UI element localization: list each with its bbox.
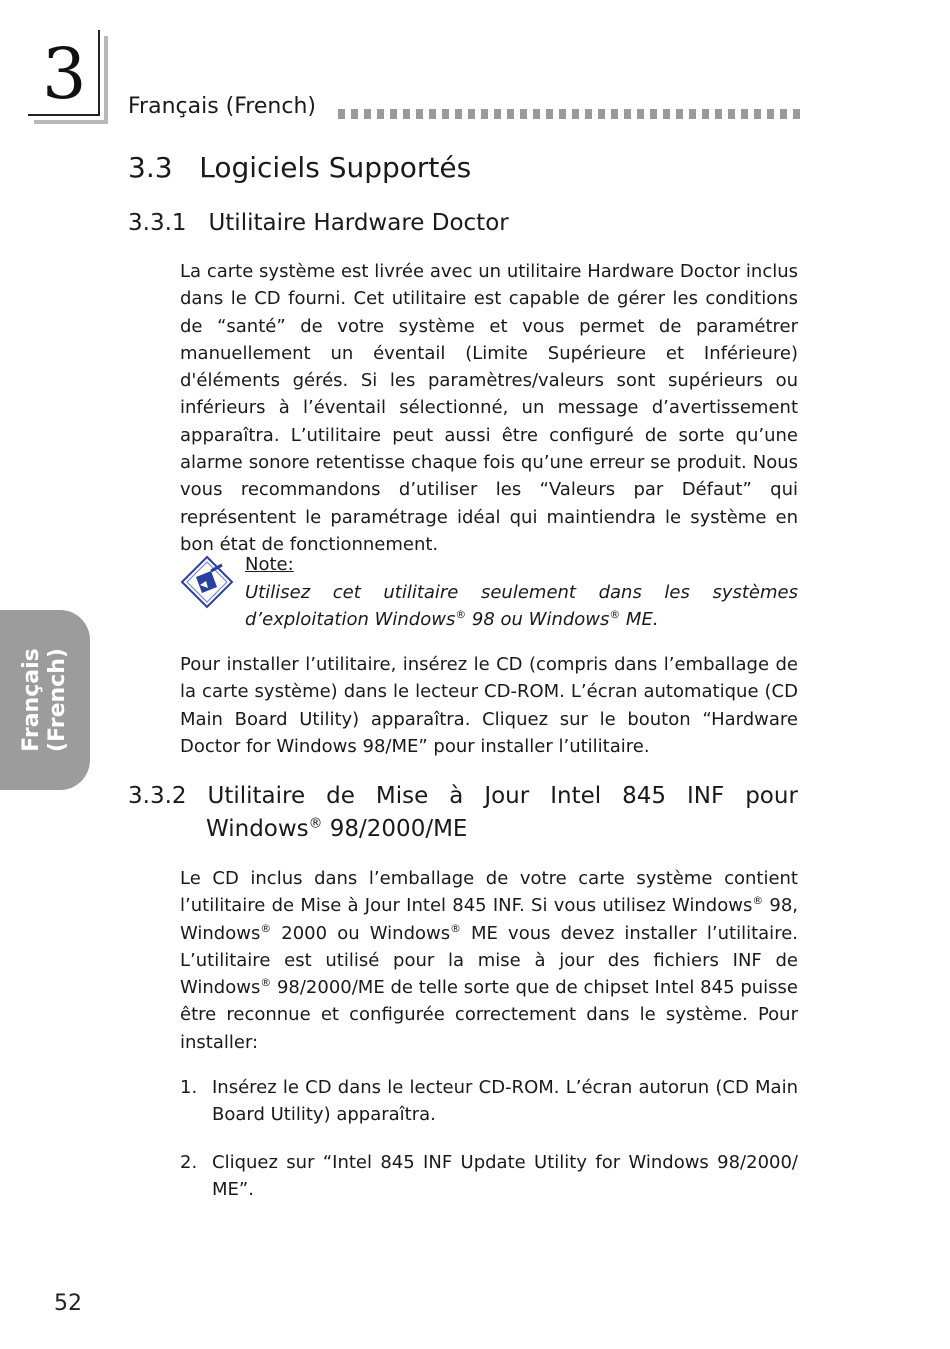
- note-text-part-3: ME.: [620, 609, 659, 630]
- subsection-2-title-line-1: [128, 780, 798, 813]
- title-word: Utilitaire: [207, 783, 306, 809]
- note-title: Note:: [245, 554, 294, 575]
- chapter-number: 3: [42, 33, 87, 115]
- inf-text-part-1: Le CD inclus dans l’emballage de votre carte système contient l’utilitaire de Mise à Jour Intel 845 INF. Si vous utilisez Windows: [180, 868, 798, 917]
- registered-mark: ®: [308, 815, 323, 832]
- title-versions: 98/2000/ME: [322, 816, 468, 842]
- registered-mark: ®: [752, 894, 764, 908]
- registered-mark: ®: [260, 921, 272, 935]
- title-word: pour: [745, 783, 798, 809]
- list-item: [180, 1074, 798, 1129]
- note-text-part-2: 98 ou Windows: [466, 609, 610, 630]
- subsection-1-title: 3.3.1 Utilitaire Hardware Doctor: [128, 210, 509, 236]
- title-word: Jour: [484, 783, 530, 809]
- inf-text-part-4: ME vous devez installer l’utilitaire. L’utilitaire est utilisé pour la mise à jour des fichiers INF de Windows: [180, 922, 798, 999]
- paragraph-inf-update: [180, 865, 798, 1056]
- inf-text-part-3: 2000 ou Windows: [271, 922, 451, 944]
- title-word: INF: [687, 783, 725, 809]
- paragraph-hardware-doctor: La carte système est livrée avec un utilitaire Hardware Doctor inclus dans le CD fourni. Cet utilitaire est capable de gérer les conditions de “santé” de votre système et vous permet de paramétrer manuellement un éventail (Limite Supérieure et Inférieure) d'éléments gérés. Si les paramètres/valeurs sont supérieurs ou inférieurs à l’éventail sélectionné, un message d’avertissement apparaîtra. L’utilitaire peut aussi être configuré de sorte qu’une alarme sonore retentisse chaque fois qu’une erreur se produit. Nous vous recommandons d’utiliser les “Valeurs par Défaut” qui représentent le paramétrage idéal qui maintiendra le système en bon état de fonctionnement.: [180, 261, 798, 555]
- title-word: 3.3.2: [128, 783, 187, 809]
- inf-text-part-5: 98/2000/ME de telle sorte que de chipset Intel 845 puisse être reconnue et configurée correctement dans le système. Pour installer:: [180, 977, 798, 1053]
- title-word: Mise: [375, 783, 429, 809]
- language-side-tab: [0, 610, 90, 790]
- title-word: à: [449, 783, 464, 809]
- side-tab-label: [19, 648, 71, 752]
- running-head: Français (French): [128, 94, 316, 119]
- section-title: 3.3 Logiciels Supportés: [128, 151, 472, 184]
- side-tab-line-2: (French): [45, 648, 70, 752]
- registered-mark: ®: [450, 921, 461, 935]
- list-item-text: Cliquez sur “Intel 845 INF Update Utility for Windows 98/2000/ ME”.: [212, 1152, 798, 1201]
- note-text-part-1: Utilisez cet utilitaire seulement dans les systèmes d’exploitation Windows: [245, 582, 798, 630]
- list-item-number: 2.: [180, 1152, 198, 1173]
- note-text: [245, 579, 798, 633]
- registered-mark: ®: [455, 608, 467, 621]
- side-tab-line-1: Français: [19, 648, 44, 752]
- subsection-2-title-line-2: [128, 813, 798, 846]
- registered-mark: ®: [609, 608, 621, 621]
- title-word: de: [326, 783, 355, 809]
- list-item-text: Insérez le CD dans le lecteur CD-ROM. L’écran autorun (CD Main Board Utility) apparaîtra.: [212, 1077, 798, 1126]
- list-item: [180, 1149, 798, 1204]
- title-word: 845: [622, 783, 667, 809]
- pencil-note-icon: [180, 555, 234, 609]
- list-item-number: 1.: [180, 1077, 198, 1098]
- title-windows: Windows: [206, 816, 309, 842]
- paragraph-install-instructions: Pour installer l’utilitaire, insérez le CD (compris dans l’emballage de la carte système) dans le lecteur CD-ROM. L’écran automatique (CD Main Board Utility) apparaîtra. Cliquez sur le bouton “Hardware Doctor for Windows 98/ME” pour installer l’utilitaire.: [180, 654, 798, 757]
- header-dot-rule: [338, 109, 800, 119]
- registered-mark: ®: [260, 976, 272, 990]
- inf-text-part-2: 98, Windows: [180, 895, 798, 944]
- title-word: Intel: [550, 783, 602, 809]
- chapter-marker: [28, 30, 102, 118]
- subsection-2-title: [128, 780, 798, 846]
- page-number: 52: [54, 1291, 82, 1316]
